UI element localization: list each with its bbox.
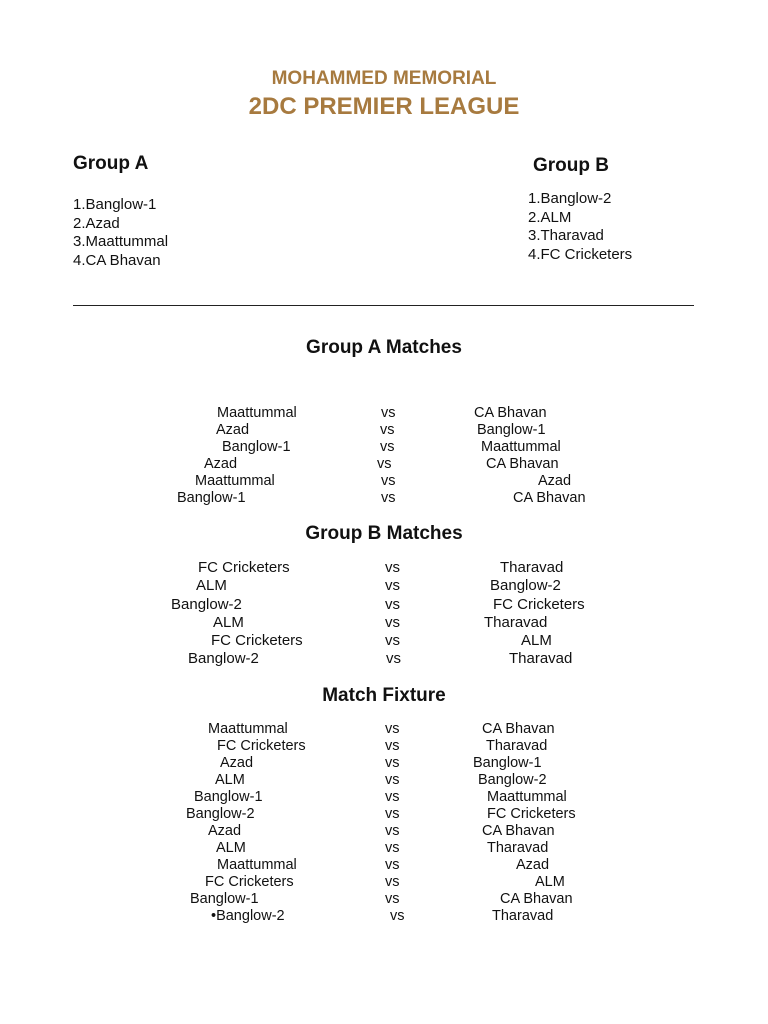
fixture-away-team: Banglow-1 bbox=[473, 755, 542, 771]
match-vs: vs bbox=[380, 422, 395, 438]
match-vs: vs bbox=[385, 632, 400, 649]
match-vs: vs bbox=[381, 473, 396, 489]
match-home-team: ALM bbox=[213, 614, 244, 631]
section-divider bbox=[73, 305, 694, 306]
fixture-away-team: CA Bhavan bbox=[500, 891, 573, 907]
group-b-matches-heading: Group B Matches bbox=[305, 523, 463, 544]
fixture-home-team: Maattummal bbox=[208, 721, 288, 737]
match-home-team: Banglow-1 bbox=[177, 490, 246, 506]
fixture-vs: vs bbox=[385, 755, 400, 771]
match-vs: vs bbox=[377, 456, 392, 472]
fixture-vs: vs bbox=[385, 823, 400, 839]
match-away-team: Tharavad bbox=[509, 650, 573, 667]
fixture-vs: vs bbox=[385, 840, 400, 856]
match-vs: vs bbox=[385, 596, 400, 613]
match-home-team: Banglow-2 bbox=[171, 596, 242, 613]
group-b-team: 1.Banglow-2 bbox=[528, 190, 612, 207]
fixture-away-team: Tharavad bbox=[487, 840, 549, 856]
match-vs: vs bbox=[381, 490, 396, 506]
match-home-team: Banglow-2 bbox=[188, 650, 259, 667]
fixture-home-team: Banglow-1 bbox=[190, 891, 259, 907]
fixture-home-team: Banglow-2 bbox=[186, 806, 255, 822]
group-a-heading: Group A bbox=[73, 153, 149, 174]
match-home-team: Maattummal bbox=[195, 473, 275, 489]
fixture-away-team: Tharavad bbox=[486, 738, 548, 754]
match-away-team: CA Bhavan bbox=[486, 456, 559, 472]
fixture-away-team: Banglow-2 bbox=[478, 772, 547, 788]
group-b-team: 2.ALM bbox=[528, 208, 572, 226]
group-a-matches-heading: Group A Matches bbox=[306, 337, 462, 358]
fixture-vs: vs bbox=[385, 806, 400, 822]
match-vs: vs bbox=[385, 559, 400, 576]
fixture-home-team: Azad bbox=[220, 755, 254, 771]
fixture-vs: vs bbox=[385, 721, 400, 737]
group-a-team: 1.Banglow-1 bbox=[73, 196, 157, 213]
group-b-team: 3.Tharavad bbox=[528, 227, 604, 244]
league-subtitle: MOHAMMED MEMORIAL bbox=[271, 68, 497, 89]
fixture-home-team: •Banglow-2 bbox=[211, 908, 285, 924]
group-a-team: 2.Azad bbox=[73, 214, 120, 232]
match-home-team: Azad bbox=[216, 422, 250, 438]
fixture-away-team: ALM bbox=[535, 874, 565, 890]
group-b-team: 4.FC Cricketers bbox=[528, 245, 633, 263]
fixture-away-team: Tharavad bbox=[492, 908, 554, 924]
match-away-team: CA Bhavan bbox=[474, 405, 547, 421]
fixture-vs: vs bbox=[390, 908, 405, 924]
fixture-home-team: Azad bbox=[208, 823, 242, 839]
match-vs: vs bbox=[381, 405, 396, 421]
match-vs: vs bbox=[380, 439, 395, 455]
match-away-team: Azad bbox=[538, 473, 572, 489]
match-fixture-heading: Match Fixture bbox=[322, 685, 446, 706]
match-away-team: Tharavad bbox=[500, 559, 564, 576]
fixture-home-team: FC Cricketers bbox=[217, 738, 306, 754]
fixture-away-team: CA Bhavan bbox=[482, 721, 555, 737]
fixture-home-team: FC Cricketers bbox=[205, 874, 294, 890]
fixture-home-team: Maattummal bbox=[217, 857, 297, 873]
fixture-away-team: Maattummal bbox=[487, 789, 567, 805]
match-away-team: FC Cricketers bbox=[493, 596, 585, 613]
fixture-home-team: ALM bbox=[215, 772, 245, 788]
group-a-team-list bbox=[73, 196, 168, 270]
group-b-heading: Group B bbox=[533, 155, 609, 176]
fixture-vs: vs bbox=[385, 857, 400, 873]
league-title: 2DC PREMIER LEAGUE bbox=[248, 93, 520, 120]
match-home-team: Azad bbox=[204, 456, 238, 472]
group-a-team: 3.Maattummal bbox=[73, 233, 169, 250]
match-away-team: Banglow-1 bbox=[477, 422, 546, 438]
fixture-vs: vs bbox=[385, 772, 400, 788]
match-home-team: Banglow-1 bbox=[222, 439, 291, 455]
fixture-home-team: ALM bbox=[216, 840, 246, 856]
fixture-away-team: CA Bhavan bbox=[482, 823, 555, 839]
group-b-team-list bbox=[528, 190, 632, 264]
match-home-team: ALM bbox=[196, 577, 227, 594]
match-away-team: Banglow-2 bbox=[490, 577, 561, 594]
match-vs: vs bbox=[385, 577, 400, 594]
match-vs: vs bbox=[385, 614, 400, 631]
match-home-team: FC Cricketers bbox=[211, 632, 303, 649]
match-home-team: FC Cricketers bbox=[198, 559, 290, 576]
fixture-vs: vs bbox=[385, 874, 400, 890]
fixture-away-team: Azad bbox=[516, 857, 550, 873]
match-home-team: Maattummal bbox=[217, 405, 297, 421]
fixture-vs: vs bbox=[385, 891, 400, 907]
group-a-team: 4.CA Bhavan bbox=[73, 251, 161, 269]
fixture-vs: vs bbox=[385, 789, 400, 805]
fixture-home-team: Banglow-1 bbox=[194, 789, 263, 805]
match-away-team: Tharavad bbox=[484, 614, 548, 631]
match-away-team: ALM bbox=[521, 632, 552, 649]
fixture-away-team: FC Cricketers bbox=[487, 806, 576, 822]
match-away-team: Maattummal bbox=[481, 439, 561, 455]
match-away-team: CA Bhavan bbox=[513, 490, 586, 506]
match-vs: vs bbox=[386, 650, 401, 667]
fixture-vs: vs bbox=[385, 738, 400, 754]
